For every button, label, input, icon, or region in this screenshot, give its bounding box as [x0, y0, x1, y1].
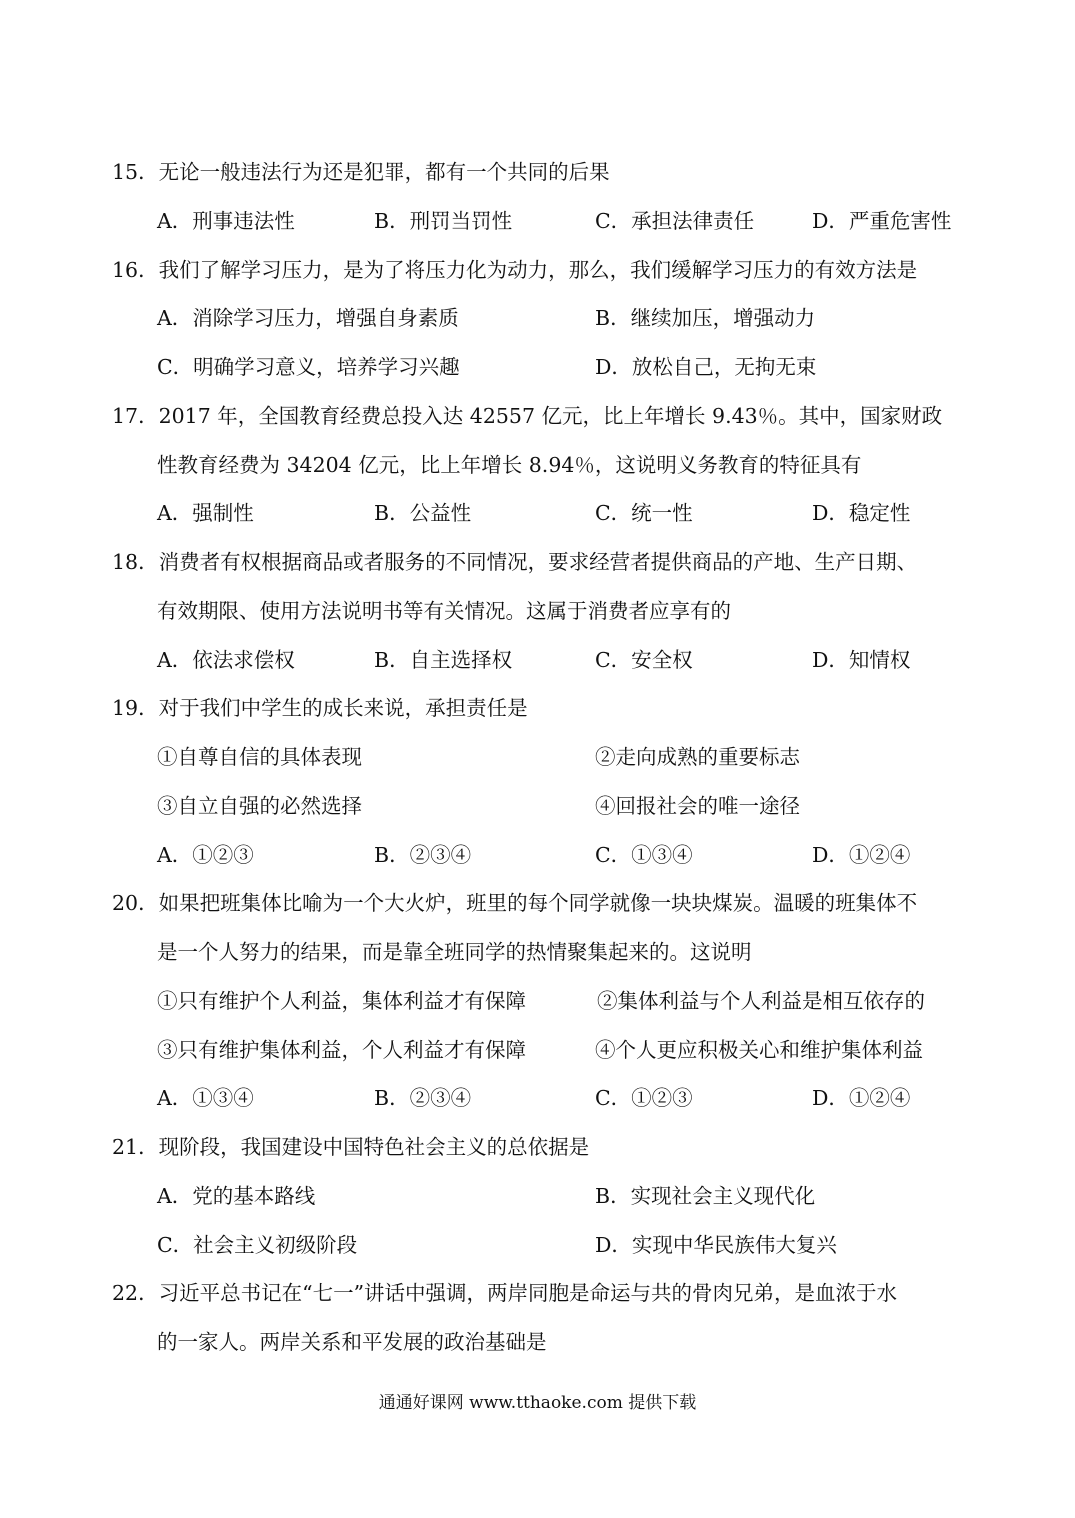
q18-option-a: A．依法求偿权 — [157, 648, 295, 672]
q21-option-a: A．党的基本路线 — [157, 1184, 316, 1208]
q20-option-b: B．②③④ — [374, 1086, 472, 1110]
question-18-stem-line-1: 18．消费者有权根据商品或者服务的不同情况，要求经营者提供商品的产地、生产日期、 — [112, 550, 918, 574]
question-20-stem-line-1: 20．如果把班集体比喻为一个大火炉，班里的每个同学就像一块块煤炭。温暖的班集体不 — [112, 891, 918, 915]
question-21-stem: 21．现阶段，我国建设中国特色社会主义的总依据是 — [112, 1135, 590, 1159]
q17-option-a: A．强制性 — [157, 501, 254, 525]
q15-option-a: A．刑事违法性 — [157, 209, 295, 233]
q19-option-d: D．①②④ — [812, 843, 911, 867]
q19-statement-4: ④回报社会的唯一途径 — [595, 794, 800, 818]
q20-statement-4: ④个人更应积极关心和维护集体利益 — [595, 1038, 923, 1062]
q20-statement-2: ②集体利益与个人利益是相互依存的 — [597, 989, 925, 1013]
q15-option-d: D．严重危害性 — [812, 209, 952, 233]
q16-option-c: C．明确学习意义，培养学习兴趣 — [157, 355, 460, 379]
page-footer: 通通好课网 www.tthaoke.com 提供下载 — [378, 1393, 697, 1413]
q20-statement-3: ③只有维护集体利益，个人利益才有保障 — [157, 1038, 526, 1062]
question-18-stem-line-2: 有效期限、使用方法说明书等有关情况。这属于消费者应享有的 — [157, 599, 731, 623]
q18-option-c: C．安全权 — [595, 648, 693, 672]
q19-option-c: C．①③④ — [595, 843, 693, 867]
question-22-stem-line-2: 的一家人。两岸关系和平发展的政治基础是 — [157, 1330, 547, 1354]
q17-option-c: C．统一性 — [595, 501, 693, 525]
question-16-stem: 16．我们了解学习压力，是为了将压力化为动力，那么，我们缓解学习压力的有效方法是 — [112, 258, 918, 282]
q19-statement-2: ②走向成熟的重要标志 — [595, 745, 800, 769]
q19-statement-3: ③自立自强的必然选择 — [157, 794, 362, 818]
q17-option-b: B．公益性 — [374, 501, 472, 525]
q17-option-d: D．稳定性 — [812, 501, 911, 525]
question-22-stem-line-1: 22．习近平总书记在“七一”讲话中强调，两岸同胞是命运与共的骨肉兄弟，是血浓于水 — [112, 1281, 898, 1305]
q16-option-d: D．放松自己，无拘无束 — [595, 355, 817, 379]
question-17-stem-line-2: 性教育经费为 34204 亿元，比上年增长 8.94％，这说明义务教育的特征具有 — [157, 453, 862, 477]
question-20-stem-line-2: 是一个人努力的结果，而是靠全班同学的热情聚集起来的。这说明 — [157, 940, 752, 964]
q19-option-b: B．②③④ — [374, 843, 472, 867]
q20-option-c: C．①②③ — [595, 1086, 693, 1110]
q21-option-d: D．实现中华民族伟大复兴 — [595, 1233, 837, 1257]
question-19-stem: 19．对于我们中学生的成长来说，承担责任是 — [112, 696, 528, 720]
q18-option-d: D．知情权 — [812, 648, 911, 672]
q16-option-a: A．消除学习压力，增强自身素质 — [157, 306, 459, 330]
q18-option-b: B．自主选择权 — [374, 648, 513, 672]
q20-option-a: A．①③④ — [157, 1086, 254, 1110]
q21-option-b: B．实现社会主义现代化 — [595, 1184, 816, 1208]
q15-option-c: C．承担法律责任 — [595, 209, 755, 233]
q20-statement-1: ①只有维护个人利益，集体利益才有保障 — [157, 989, 526, 1013]
question-17-stem-line-1: 17．2017 年，全国教育经费总投入达 42557 亿元，比上年增长 9.43％。其中，国家财政 — [112, 404, 943, 428]
q21-option-c: C．社会主义初级阶段 — [157, 1233, 358, 1257]
q15-option-b: B．刑罚当罚性 — [374, 209, 513, 233]
q19-option-a: A．①②③ — [157, 843, 254, 867]
question-15-stem: 15．无论一般违法行为还是犯罪，都有一个共同的后果 — [112, 160, 610, 184]
q19-statement-1: ①自尊自信的具体表现 — [157, 745, 362, 769]
q20-option-d: D．①②④ — [812, 1086, 911, 1110]
q16-option-b: B．继续加压，增强动力 — [595, 306, 816, 330]
